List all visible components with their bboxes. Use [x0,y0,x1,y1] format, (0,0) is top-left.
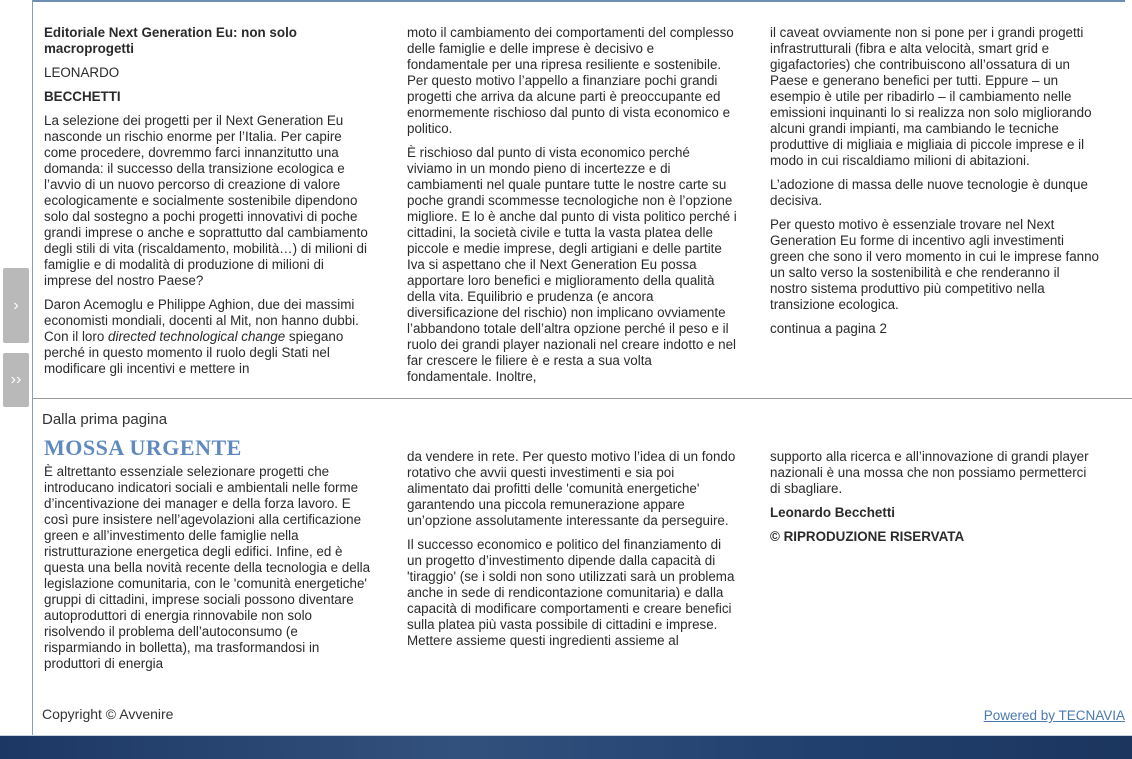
section-label: Dalla prima pagina [42,411,168,428]
emphasis-text: directed technological change [108,329,286,344]
continuation-column-1 [44,435,374,680]
powered-by-link[interactable]: Powered by TECNAVIA [983,708,1125,723]
article-paragraph: il caveat ovviamente non si pone per i grandi progetti infrastrutturali (fibra e alta velocità, smart grid e gigafactories) che contribuiscono all’ossatura di un Paese e generano benefici per tutti. Eppure – un esempio è utile per ribadirlo – il cambiamento nelle emissioni inquinanti lo si realizza non solo migliorando alcuni grandi impianti, ma cambiando le tecniche produttive di migliaia e migliaia di piccole imprese e il modo in cui riscaldiamo milioni di abitazioni. [770,25,1092,168]
section-divider [33,398,1132,399]
article-paragraph: È altrettanto essenziale selezionare progetti che introducano indicatori sociali e ambientali nelle forme d’incentivazione dei manager e della forza lavoro. E così pure insistere nell’agevolazioni alla certificazione green e all’investimento delle famiglie nella ristrutturazione energetica degli edifici. Infine, ed è questa una bella novità recente della tecnologia e della legislazione comunitaria, con le 'comunità energetiche' gruppi di cittadini, imprese sociali possono diventare autoproduttori di energia rinnovabile non solo risolvendo il problema dell’autoconsumo (e risparmiando in bolletta), ma trasformandosi in produttori di energia [44,464,371,671]
article-paragraph: supporto alla ricerca e all’innovazione di grandi player nazionali è una mossa che non possiamo permetterci di sbagliare. [770,449,1089,496]
article-paragraph: Daron Acemoglu e Philippe Aghion, due dei massimi economisti mondiali, docenti al Mit, non hanno dubbi. Con il loro directed technological change spiegano perché in questo momento il ruolo degli Stati nel modificare gli incentivi e mettere in [44,297,359,376]
article-paragraph: Per questo motivo è essenziale trovare nel Next Generation Eu forme di incentivo agli investimenti green che sono il vero momento in cui le imprese fanno un salto verso la sostenibilità e che renderanno il nostro sistema produttivo più competitivo nella transizione ecologica. [770,217,1099,312]
article-paragraph: La selezione dei progetti per il Next Generation Eu nasconde un rischio enorme per l’Italia. Per capire come procedere, dovremmo farci innanzitutto una domanda: il successo della transizione ecologica e l’avvio di un nuovo percorso di creazione di valore ecologicamente e socialmente sostenibile dipendono solo dal sostegno a pochi progetti innovativi di poche grandi imprese o anche e soprattutto dal cambiamento degli stili di vita (riscaldamento, mobilità…) di milioni di famiglie e di modalità di produzione di milioni di imprese del nostro Paese? [44,113,368,288]
continue-note: continua a pagina 2 [770,321,887,336]
article-headline: Editoriale Next Generation Eu: non solo macroprogetti [44,25,297,56]
article-paragraph: da vendere in rete. Per questo motivo l’idea di un fondo rotativo che avvii questi investimenti e sia poi alimentato dai profitti delle 'comunità energetiche' garantendo una piccola remunerazione appare un’opzione assolutamente interessante da perseguire. [407,449,736,528]
article-paragraph: Il successo economico e politico del finanziamento di un progetto d’investimento dipende dalla capacità di 'tiraggio' (se i soldi non sono utilizzati sarà un problema anche in sede di rendicontazione comunitaria) e dalla capacità di modificare comportamenti e creare benefici sulla platea più vasta possibile di cittadini e imprese. Mettere assieme questi ingredienti assieme al [407,537,735,648]
author-first-name: LEONARDO [44,65,120,80]
last-page-tab[interactable] [3,353,29,407]
article-paragraph: È rischioso dal punto di vista economico perché viviamo in un mondo pieno di incertezze e di cambiamenti nel quale puntare tutte le nostre carte su poche grandi scommesse tecnologiche non è l’opzione migliore. E lo è anche dal punto di vista politico perché i cittadini, la società civile e tutta la vasta platea delle piccole e medie imprese, degli artigiani e delle partite Iva si aspettano che il Next Generation Eu possa apportare loro benefici e miglioramento della qualità della vita. Equilibrio e prudenza (e ancora diversificazione del rischio) non implicano ovviamente l’abbandono totale dell’altra opzione perché il peso e il ruolo dei grandi player nazionali nel creare indotto e nel far crescere le filiere è e resta a sua volta fondamentale. Inoltre, [407,145,737,384]
author-last-name: BECCHETTI [44,89,121,104]
article-column-2 [407,25,737,393]
continuation-column-2 [407,449,737,657]
article-paragraph: L’adozione di massa delle nuove tecnologie è dunque decisiva. [770,177,1088,208]
top-divider [33,0,1125,2]
signature: Leonardo Becchetti [770,505,896,520]
article-column-3 [770,25,1100,345]
continuation-column-3 [770,449,1100,553]
continuation-title: MOSSA URGENTE [44,435,242,460]
copyright-text: Copyright © Avvenire [42,706,174,722]
chevron-right-icon: › [13,296,19,314]
article-column-1 [44,25,374,385]
bottom-toolbar-band [0,735,1132,759]
article-frame [32,0,1132,735]
rights-notice: © RIPRODUZIONE RISERVATA [770,529,965,544]
next-page-tab[interactable] [3,268,29,343]
double-chevron-right-icon: ›› [10,371,22,388]
article-paragraph: moto il cambiamento dei comportamenti del complesso delle famiglie e delle imprese è decisivo e fondamentale per una ripresa resiliente e sostenibile. Per questo motivo l’appello a finanziare pochi grandi progetti che arriva da alcune parti è preoccupante ed enormemente rischioso dal punto di vista economico e politico. [407,25,734,136]
